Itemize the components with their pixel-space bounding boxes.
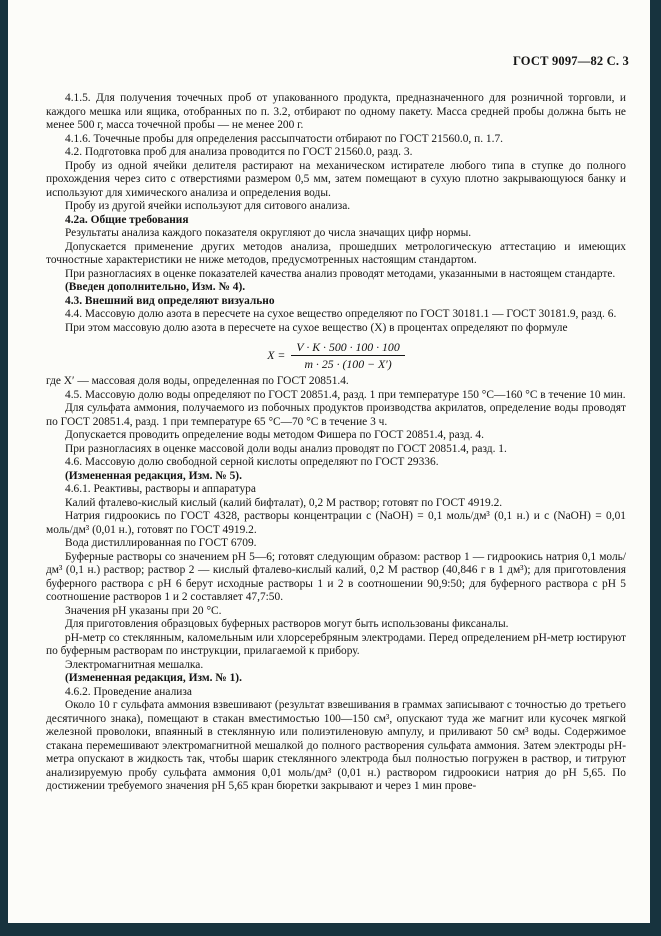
scan-edge-bottom [0,923,661,936]
paragraph: 4.6.2. Проведение анализа [65,685,192,698]
paragraph: Вода дистиллированная по ГОСТ 6709. [65,537,257,549]
formula-numerator: V · K · 500 · 100 · 100 [296,340,400,354]
paragraph: 4.2. Подготовка проб для анализа проводится по ГОСТ 21560.0, разд. 3. [65,146,413,158]
paragraph: 4.1.5. Для получения точечных проб от упакованного продукта, предназначенного для розничной торговли, и каждого мешка или ящика, отобранных по п. 3.2, отбирают по одному пакету. Масса средней пробы должна быть не менее 500 г, масса точечной пробы — не менее 200 г. [46,92,626,131]
paragraph: Результаты анализа каждого показателя округляют до числа значащих цифр нормы. [65,227,472,239]
paragraph: 4.1.6. Точечные пробы для определения рассыпчатости отбирают по ГОСТ 21560.0, п. 1.7. [65,132,504,145]
section-heading: (Измененная редакция, Изм. № 1). [65,672,242,684]
paragraph: Натрия гидроокись по ГОСТ 4328, растворы концентрации с (NaOH) = 0,1 моль/дм³ (0,1 н.) и с (NaOH) = 0,01 моль/дм³ (0,01 н.), готовят по ГОСТ 4919.2. [46,510,626,536]
paragraph: Допускается проводить определение воды методом Фишера по ГОСТ 20851.4, разд. 4. [65,429,484,441]
paragraph: где X′ — массовая доля воды, определенная по ГОСТ 20851.4. [46,375,349,387]
scan-edge-left [0,0,8,936]
formula [46,340,626,371]
paragraph: При разногласиях в оценке массовой доли воды анализ проводят по ГОСТ 20851.4, разд. 1. [65,442,507,455]
paragraph: 4.4. Массовую долю азота в пересчете на сухое вещество определяют по ГОСТ 30181.1 — ГОСТ 30181.9, разд. 6. [65,308,617,320]
paragraph: Допускается применение других методов анализа, прошедших метрологическую аттестацию и имеющих точностные характеристики не ниже методов, предусмотренных настоящим стандартом. [46,240,626,266]
paragraph: Для сульфата аммония, получаемого из побочных продуктов производства акрилатов, определение воды проводят по ГОСТ 20851.4, разд. 1 при температуре 65 °С—70 °С в течение 3 ч. [46,402,626,428]
page-header [513,54,629,69]
section-heading: (Измененная редакция, Изм. № 5). [65,469,242,482]
paragraph: Пробу из другой ячейки используют для ситового анализа. [65,200,351,212]
formula-fraction [291,340,404,371]
paragraph: При разногласиях в оценке показателей качества анализ проводят методами, указанными в настоящем стандарте. [65,267,616,280]
paragraph: Около 10 г сульфата аммония взвешивают (результат взвешивания в граммах записывают с точностью до третьего десятичного знака), помещают в стакан вместимостью 100—150 см³, опускают туда же магнит или кусочек мягкой железной проволоки, впаянный в стеклянную или полиэтиленовую ампулу, и приливают 50 см³ воды. Содержимое стакана перемешивают электромагнитной мешалкой до полного растворения сульфата аммония. Затем электроды рН-метра опускают в жидкость так, чтобы шарик стеклянного электрода был полностью погружен в раствор, и титруют анализируемую пробу сульфата аммония 0,01 моль/дм³ (0,01 н.) раствором гидроокиси натрия до рН 5,65. По достижении требуемого значения рН 5,65 кран бюретки закрывают и через 1 мин прове- [46,699,626,792]
paragraph: рН-метр со стеклянным, каломельным или хлорсеребряным электродами. Перед определением рН-метр юстируют по буферным растворам по инструкции, прилагаемой к прибору. [46,631,626,657]
paragraph: Пробу из одной ячейки делителя растирают на механическом истирателе любого типа в ступке до полного прохождения через сито с отверстиями размером 0,5 мм, затем помещают в сухую плотно закрывающуюся банку и используют для химического анализа и определения воды. [46,159,626,199]
section-heading: (Введен дополнительно, Изм. № 4). [65,281,246,293]
paragraph: Калий фталево-кислый кислый (калий бифталат), 0,2 М раствор; готовят по ГОСТ 4919.2. [65,496,503,509]
formula-denominator: m · 25 · (100 − X′) [291,355,404,371]
paragraph: При этом массовую долю азота в пересчете на сухое вещество (X) в процентах определяют по формуле [65,321,568,334]
paragraph: Для приготовления образцовых буферных растворов могут быть использованы фиксаналы. [65,618,509,630]
paragraph: Электромагнитная мешалка. [65,658,204,671]
document-code: ГОСТ 9097—82 С. 3 [512,54,629,68]
paragraph: Буферные растворы со значением рН 5—6; готовят следующим образом: раствор 1 — гидроокись натрия 0,1 моль/дм³ (0,1 н.) раствор; раствор 2 — кислый фталево-кислый калий, 0,2 М раствор (40,846 г в 1 дм³); для приготовления буферного раствора с рН 6 берут исходные растворы 1 и 2 в соотношении 90,9:50; для буферного раствора с рН 5 соотношение растворов 1 и 2 составляет 47,7:50. [46,550,626,603]
document-body [46,92,626,794]
paragraph: 4.6. Массовую долю свободной серной кислоты определяют по ГОСТ 29336. [65,456,439,468]
paragraph: Значения рН указаны при 20 °С. [65,604,222,617]
paragraph: 4.5. Массовую долю воды определяют по ГОСТ 20851.4, разд. 1 при температуре 150 °С—160 °С в течение 10 мин. [65,388,626,401]
formula-lhs: X = [267,347,286,362]
section-heading: 4.2а. Общие требования [65,213,189,226]
paragraph: 4.6.1. Реактивы, растворы и аппаратура [65,483,256,495]
section-heading: 4.3. Внешний вид определяют визуально [65,294,275,307]
scan-edge-right [650,0,661,936]
